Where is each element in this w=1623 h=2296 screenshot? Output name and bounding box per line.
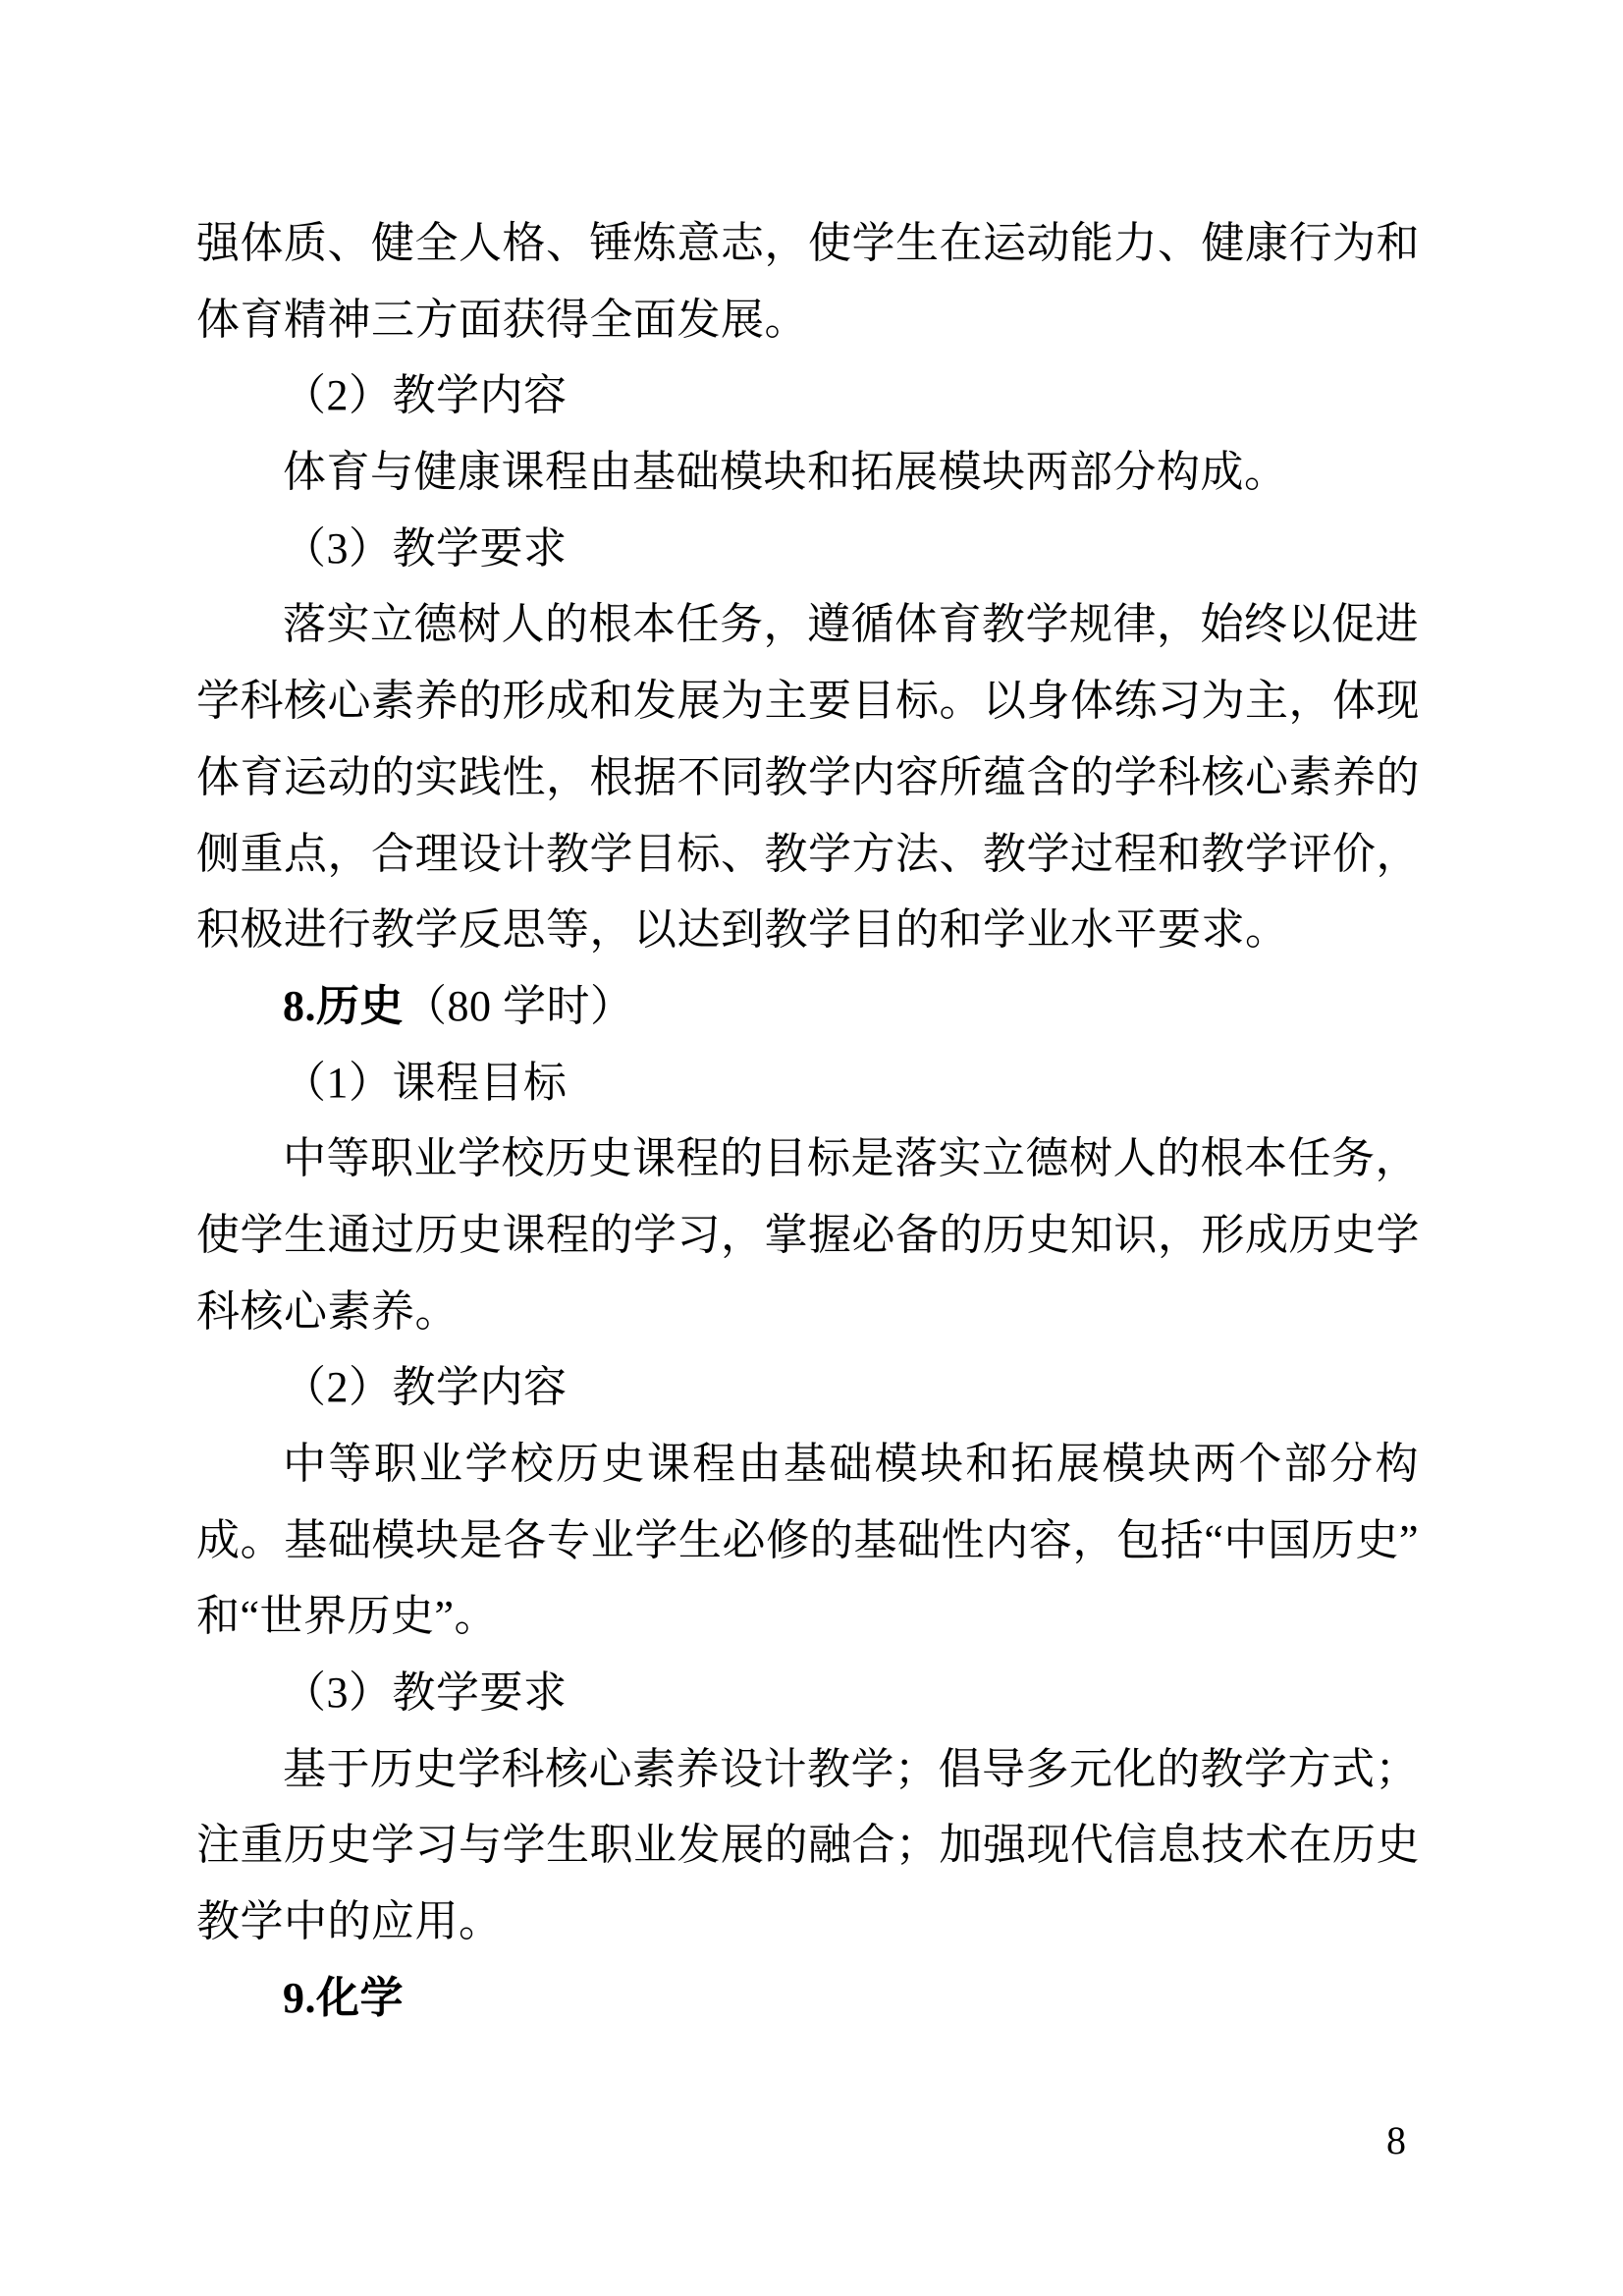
text-line — [196, 1960, 1419, 2037]
body-text: 积极进行教学反思等，以达到教学目的和学业水平要求。 — [196, 905, 1289, 955]
body-text: （3）教学要求 — [283, 523, 568, 573]
text-line — [196, 586, 1419, 663]
body-text: 注重历史学习与学生职业发展的融合；加强现代信息技术在历史 — [196, 1821, 1420, 1870]
text-line — [196, 1503, 1419, 1579]
page-number: 8 — [1386, 2118, 1406, 2162]
body-text: 中等职业学校历史课程由基础模块和拓展模块两个部分构 — [283, 1440, 1419, 1488]
heading-text: 8.历史 — [283, 981, 404, 1030]
body-text: 成。基础模块是各专业学生必修的基础性内容，包括“中国历史” — [196, 1515, 1419, 1564]
page-body — [196, 205, 1419, 2037]
body-text: 强体质、健全人格、锤炼意志，使学生在运动能力、健康行为和 — [196, 219, 1420, 267]
text-line — [196, 1731, 1419, 1808]
body-text: 使学生通过历史课程的学习，掌握必备的历史知识，形成历史学 — [196, 1210, 1420, 1259]
body-text: 体育精神三方面获得全面发展。 — [196, 295, 808, 344]
text-line — [196, 1197, 1419, 1274]
text-line — [196, 434, 1419, 511]
text-line — [196, 1807, 1419, 1884]
body-text: 学科核心素养的形成和发展为主要目标。以身体练习为主，体现 — [196, 677, 1420, 726]
body-text: （80 学时） — [404, 981, 634, 1030]
body-text: （1）课程目标 — [283, 1058, 568, 1107]
body-text: 和“世界历史”。 — [196, 1592, 499, 1641]
text-line — [196, 357, 1419, 434]
text-line — [196, 511, 1419, 587]
text-line — [196, 816, 1419, 893]
body-text: （2）教学内容 — [283, 371, 568, 420]
heading-text: 9.化学 — [283, 1973, 404, 2022]
body-text: 科核心素养。 — [196, 1286, 459, 1336]
body-text: 基于历史学科核心素养设计教学；倡导多元化的教学方式； — [283, 1744, 1419, 1793]
text-line — [196, 282, 1419, 358]
text-line — [196, 1349, 1419, 1426]
text-line — [196, 968, 1419, 1045]
body-text: （3）教学要求 — [283, 1668, 568, 1718]
text-line — [196, 1655, 1419, 1731]
text-line — [196, 1121, 1419, 1197]
text-line — [196, 1274, 1419, 1350]
body-text: （2）教学内容 — [283, 1363, 568, 1412]
text-line — [196, 1426, 1419, 1503]
text-line — [196, 892, 1419, 968]
body-text: 落实立德树人的根本任务，遵循体育教学规律，始终以促进 — [283, 600, 1419, 649]
text-line — [196, 739, 1419, 816]
text-line — [196, 1045, 1419, 1121]
body-text: 体育运动的实践性，根据不同教学内容所蕴含的学科核心素养的 — [196, 752, 1420, 801]
text-line — [196, 663, 1419, 739]
text-line — [196, 1884, 1419, 1960]
body-text: 教学中的应用。 — [196, 1897, 503, 1946]
body-text: 体育与健康课程由基础模块和拓展模块两部分构成。 — [283, 448, 1288, 497]
body-text: 中等职业学校历史课程的目标是落实立德树人的根本任务， — [283, 1134, 1419, 1183]
text-line — [196, 205, 1419, 282]
text-line — [196, 1578, 1419, 1655]
body-text: 侧重点，合理设计教学目标、教学方法、教学过程和教学评价， — [196, 829, 1420, 878]
